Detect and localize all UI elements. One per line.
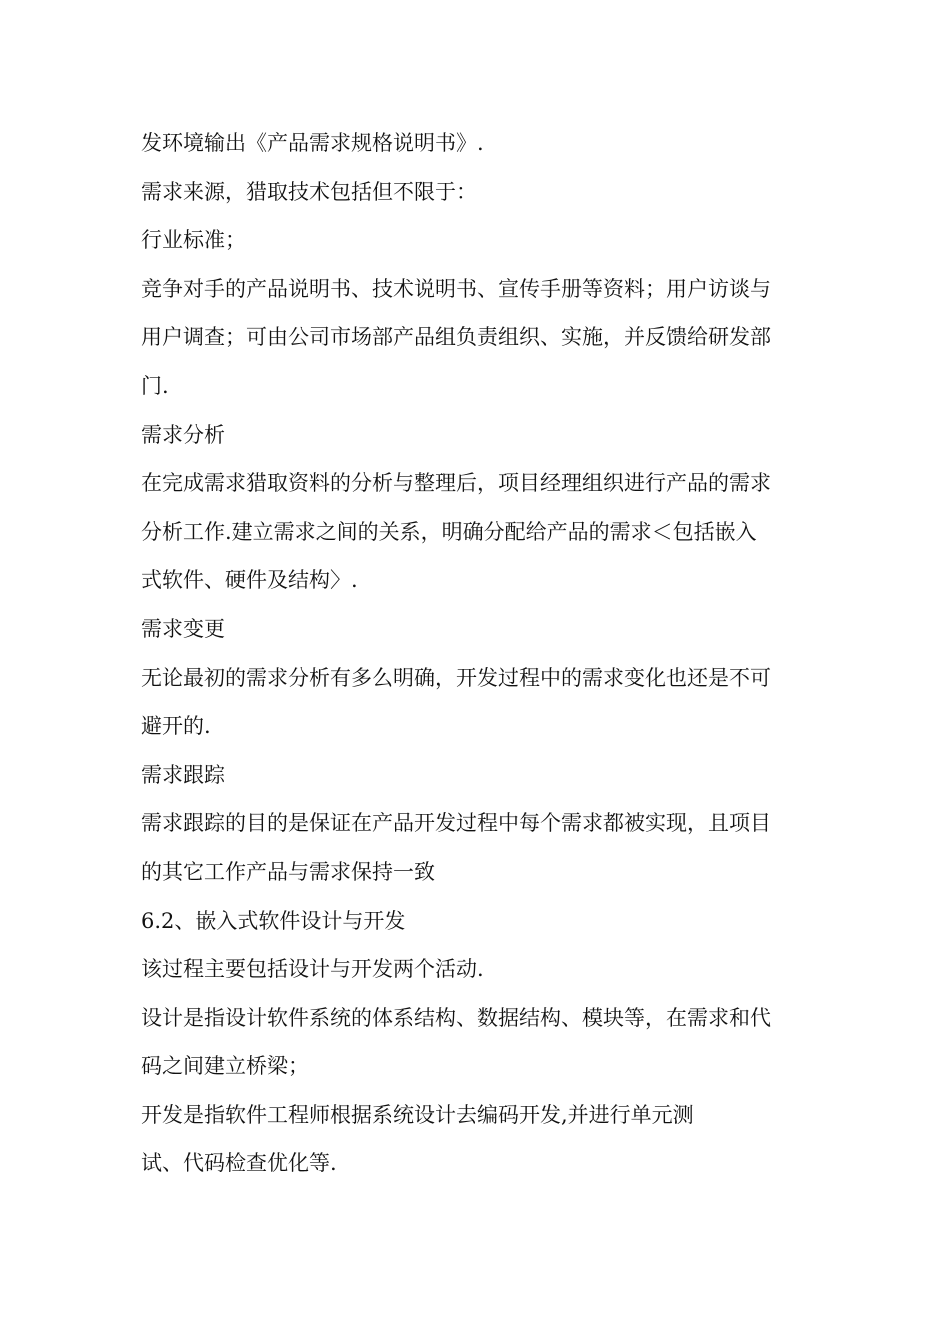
body-line: 分析工作.建立需求之间的关系，明确分配给产品的需求＜包括嵌入	[141, 519, 757, 544]
body-line: 的其它工作产品与需求保持一致	[141, 859, 435, 884]
body-line: 试、代码检查优化等.	[141, 1151, 337, 1176]
section-heading: 需求跟踪	[141, 762, 225, 787]
body-line: 发环境输出《产品需求规格说明书》.	[141, 131, 484, 155]
body-line: 需求跟踪的目的是保证在产品开发过程中每个需求都被实现，且项目	[141, 811, 771, 836]
section-heading: 6.2、嵌入式软件设计与开发	[141, 908, 406, 933]
body-line: 设计是指设计软件系统的体系结构、数据结构、模块等，在需求和代	[141, 1005, 771, 1030]
body-line: 开发是指软件工程师根据系统设计去编码开发,并进行单元测	[141, 1102, 694, 1127]
section-heading: 需求分析	[141, 422, 225, 447]
body-line: 码之间建立桥梁；	[141, 1054, 309, 1079]
body-line: 在完成需求猎取资料的分析与整理后，项目经理组织进行产品的需求	[141, 471, 771, 496]
document-body	[141, 119, 821, 1188]
body-line: 避开的.	[141, 714, 211, 739]
body-line: 行业标准；	[141, 228, 246, 253]
body-line: 该过程主要包括设计与开发两个活动.	[141, 957, 484, 982]
section-heading: 需求变更	[141, 616, 225, 641]
body-line: 无论最初的需求分析有多么明确，开发过程中的需求变化也还是不可	[141, 665, 771, 690]
body-line: 用户调查；可由公司市场部产品组负责组织、实施，并反馈给研发部	[141, 325, 771, 350]
body-line: 式软件、硬件及结构〉.	[141, 568, 358, 593]
body-line: 需求来源，猎取技术包括但不限于：	[141, 179, 477, 204]
body-line: 门.	[141, 373, 169, 398]
body-line: 竞争对手的产品说明书、技术说明书、宣传手册等资料；用户访谈与	[141, 276, 771, 301]
